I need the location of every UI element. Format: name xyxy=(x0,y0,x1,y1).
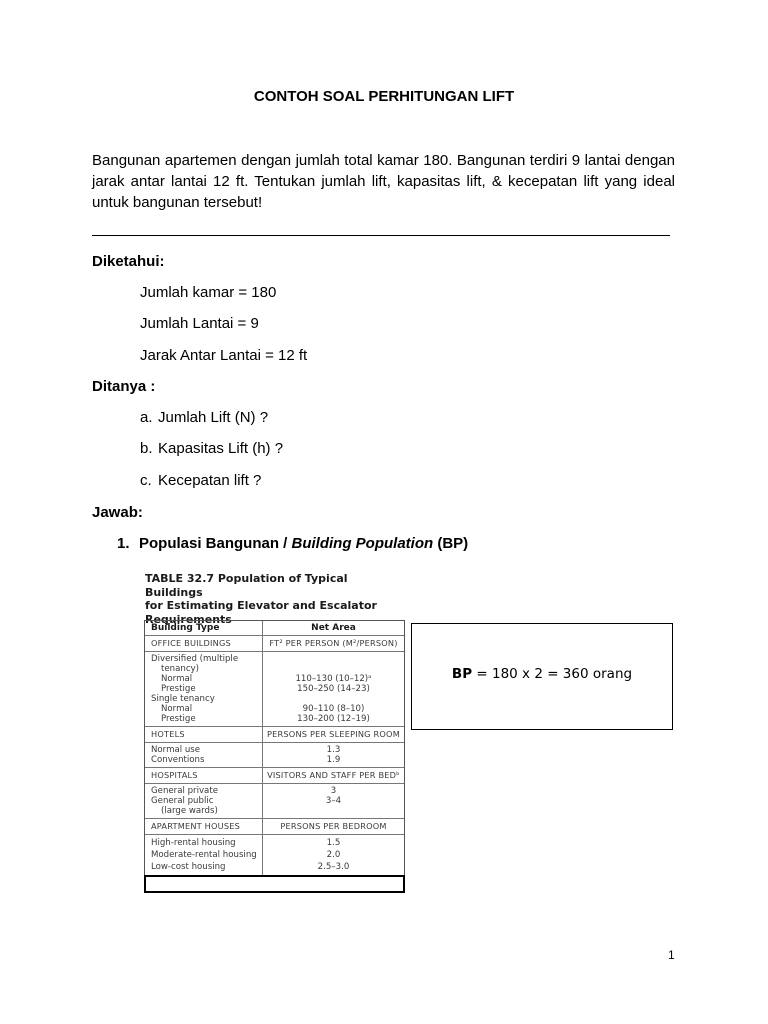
cell-text: Prestige xyxy=(161,714,196,724)
section-name: OFFICE BUILDINGS xyxy=(145,636,263,651)
cell-net-area xyxy=(263,835,404,875)
cell-text: Single tenancy xyxy=(151,694,215,704)
given-item-rooms: Jumlah kamar = 180 xyxy=(140,284,277,301)
asked-item-c xyxy=(140,472,261,489)
asked-item-a xyxy=(140,409,268,426)
asked-item-b xyxy=(140,440,283,457)
page-number: 1 xyxy=(668,948,675,962)
cell-text: 3–4 xyxy=(325,796,342,806)
cell-text: 2.0 xyxy=(326,850,341,860)
cell-net-area xyxy=(263,652,404,726)
cell-text xyxy=(263,654,404,664)
step-label: Populasi Bangunan / xyxy=(139,535,292,552)
given-item-floor-distance: Jarak Antar Lantai = 12 ft xyxy=(140,347,308,364)
section-row-hotels xyxy=(145,726,404,742)
table-row-office xyxy=(145,651,404,726)
bp-result-box xyxy=(411,623,673,730)
cell-text: Diversified (multiple xyxy=(151,654,239,664)
cell-text: Moderate-rental housing xyxy=(151,850,257,860)
cell-text: Normal use xyxy=(151,745,201,755)
section-name: HOTELS xyxy=(145,727,263,742)
cell-text: Normal xyxy=(161,674,193,684)
section-name: APARTMENT HOUSES xyxy=(145,819,263,834)
cell-text xyxy=(263,664,404,674)
table-caption-line: for Estimating Elevator and Escalator xyxy=(145,599,377,612)
list-marker: c. xyxy=(140,472,152,489)
given-item-floors: Jumlah Lantai = 9 xyxy=(140,315,259,332)
cell-text: tenancy) xyxy=(161,664,199,674)
section-unit: PERSONS PER BEDROOM xyxy=(280,821,387,831)
step-number: 1. xyxy=(117,535,130,552)
cell-text: Prestige xyxy=(161,684,196,694)
cell-text: 110–130 (10–12)ᵃ xyxy=(295,674,372,684)
cell-text: 1.9 xyxy=(326,755,341,765)
cell-building-type xyxy=(145,743,263,767)
cell-text: Conventions xyxy=(151,755,205,765)
cell-text: (large wards) xyxy=(161,806,218,816)
step-label-italic: Building Population xyxy=(291,535,434,552)
step-1-heading xyxy=(117,535,468,552)
cell-text: 2.5–3.0 xyxy=(317,862,350,872)
problem-statement: Bangunan apartemen dengan jumlah total kamar 180. Bangunan terdiri 9 lantai dengan jarak antar lantai 12 ft. Tentukan jumlah lift, kapasitas lift, & kecepatan lift yang ideal untuk bangunan tersebut! xyxy=(92,152,675,211)
cell-text: General public xyxy=(151,796,214,806)
table-header-row xyxy=(145,621,404,635)
population-table-image xyxy=(144,572,406,872)
list-text: Kapasitas Lift (h) ? xyxy=(158,440,284,457)
section-row-office xyxy=(145,635,404,651)
cell-text: Normal xyxy=(161,704,193,714)
given-heading: Diketahui: xyxy=(92,253,165,270)
section-unit: VISITORS AND STAFF PER BEDᵇ xyxy=(267,770,400,780)
list-marker: b. xyxy=(140,440,153,457)
cell-text: 1.3 xyxy=(326,745,341,755)
cell-text: 3 xyxy=(330,786,337,796)
cell-text: 130–200 (12–19) xyxy=(297,714,370,724)
table-caption-line: TABLE 32.7 Population of Typical Buildings xyxy=(145,572,348,599)
cell-building-type xyxy=(145,652,263,726)
highlight-box-moderate-rental xyxy=(144,875,405,893)
step-suffix: (BP) xyxy=(433,535,469,552)
cell-text xyxy=(263,806,404,816)
cell-text: 1.5 xyxy=(326,838,341,848)
section-row-apartments xyxy=(145,818,404,834)
list-text: Jumlah Lift (N) ? xyxy=(158,409,269,426)
header-net-area: Net Area xyxy=(311,623,356,633)
section-unit: PERSONS PER SLEEPING ROOM xyxy=(267,729,400,739)
cell-text xyxy=(263,694,404,704)
document-title: CONTOH SOAL PERHITUNGAN LIFT xyxy=(253,88,515,105)
cell-building-type xyxy=(145,784,263,818)
cell-text: High-rental housing xyxy=(151,838,236,848)
list-text: Kecepatan lift ? xyxy=(158,472,262,489)
separator-line xyxy=(92,235,670,236)
population-table xyxy=(144,620,405,876)
bp-result-text xyxy=(412,666,672,682)
cell-text: 150–250 (14–23) xyxy=(297,684,370,694)
cell-text: General private xyxy=(151,786,218,796)
section-unit: FT² PER PERSON (M²/PERSON) xyxy=(269,638,398,648)
list-marker: a. xyxy=(140,409,153,426)
section-name: HOSPITALS xyxy=(145,768,263,783)
cell-net-area xyxy=(263,784,404,818)
answer-heading: Jawab: xyxy=(92,504,143,521)
table-caption xyxy=(145,572,406,626)
table-row-hotels xyxy=(145,742,404,767)
table-caption-line: Requirements xyxy=(145,612,232,626)
header-building-type: Building Type xyxy=(145,621,263,635)
table-row-hospitals xyxy=(145,783,404,818)
table-row-apartments xyxy=(145,834,404,875)
cell-text: 90–110 (8–10) xyxy=(302,704,365,714)
asked-heading: Ditanya : xyxy=(92,378,156,395)
cell-net-area xyxy=(263,743,404,767)
cell-building-type xyxy=(145,835,263,875)
cell-text: Low-cost housing xyxy=(151,862,226,872)
bp-formula: = 180 x 2 = 360 orang xyxy=(472,666,633,682)
section-row-hospitals xyxy=(145,767,404,783)
bp-label: BP xyxy=(451,666,473,682)
